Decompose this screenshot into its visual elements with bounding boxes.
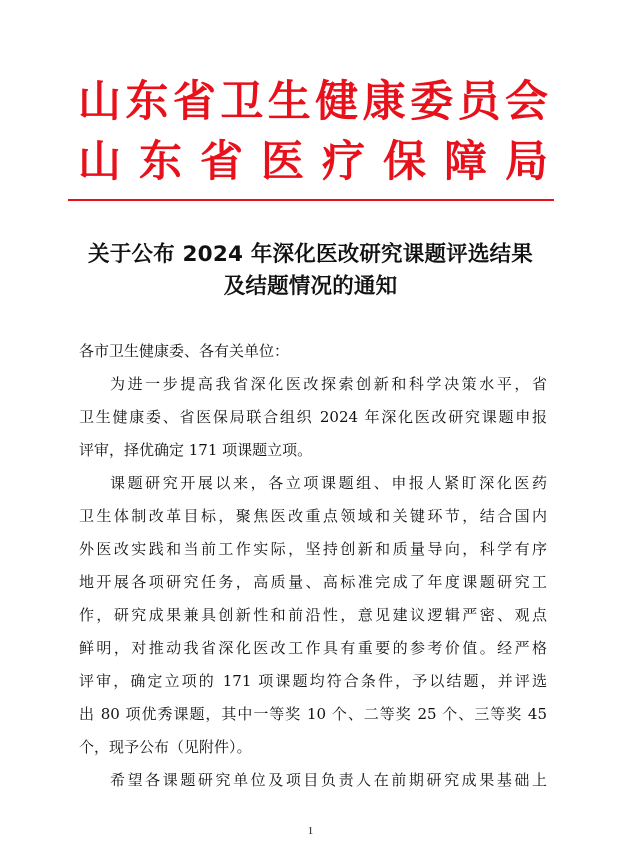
paragraph-2-line: 评审，确定立项的 171 项课题均符合条件，予以结题，并评选 xyxy=(79,672,547,690)
issuer-name-medical-security-bureau xyxy=(78,137,548,187)
paragraph-2-line: 卫生体制改革目标，聚焦医改重点领域和关键环节，结合国内 xyxy=(79,507,547,525)
header-char: 委 xyxy=(410,77,454,127)
header-char: 医 xyxy=(261,137,304,187)
paragraph-2-line: 作，研究成果兼具创新性和前沿性，意见建议逻辑严密、观点 xyxy=(79,606,547,624)
red-header-divider xyxy=(68,199,554,201)
document-title-line-1: 关于公布 2024 年深化医改研究课题评选结果 xyxy=(88,242,533,267)
header-char: 省 xyxy=(200,137,243,187)
header-char: 障 xyxy=(444,137,487,187)
paragraph-2-line: 课题研究开展以来，各立项课题组、申报人紧盯深化医药 xyxy=(110,474,547,492)
header-char: 省 xyxy=(172,77,216,127)
header-char: 东 xyxy=(125,77,169,127)
issuer-name-health-commission xyxy=(78,77,548,127)
paragraph-2-line: 外医改实践和当前工作实际，坚持创新和质量导向，科学有序 xyxy=(79,540,547,558)
header-char: 疗 xyxy=(322,137,365,187)
header-char: 局 xyxy=(505,137,548,187)
paragraph-3-line: 希望各课题研究单位及项目负责人在前期研究成果基础上 xyxy=(110,771,547,789)
paragraph-2-line: 个，现予公布（见附件）。 xyxy=(79,738,252,756)
header-char: 生 xyxy=(267,77,311,127)
header-char: 会 xyxy=(504,77,548,127)
header-char: 山 xyxy=(78,77,121,127)
header-char: 保 xyxy=(383,137,426,187)
paragraph-2-line: 出 80 项优秀课题，其中一等奖 10 个、二等奖 25 个、三等奖 45 xyxy=(79,705,547,723)
salutation: 各市卫生健康委、各有关单位： xyxy=(79,342,290,360)
header-char: 东 xyxy=(139,137,182,187)
header-char: 康 xyxy=(362,77,406,127)
page-number: 1 xyxy=(307,825,314,837)
paragraph-1-line: 为进一步提高我省深化医改探索创新和科学决策水平，省 xyxy=(110,375,547,393)
paragraph-2-line: 地开展各项研究任务，高质量、高标准完成了年度课题研究工 xyxy=(79,573,547,591)
header-char: 健 xyxy=(315,77,359,127)
header-char: 卫 xyxy=(220,77,264,127)
paragraph-2-line: 鲜明，对推动我省深化医改工作具有重要的参考价值。经严格 xyxy=(79,639,547,657)
paragraph-1-line: 评审，择优确定 171 项课题立项。 xyxy=(79,441,313,459)
header-char: 山 xyxy=(78,137,121,187)
document-title-line-2: 及结题情况的通知 xyxy=(223,274,398,299)
header-char: 员 xyxy=(457,77,501,127)
paragraph-1-line: 卫生健康委、省医保局联合组织 2024 年深化医改研究课题申报 xyxy=(79,408,547,426)
